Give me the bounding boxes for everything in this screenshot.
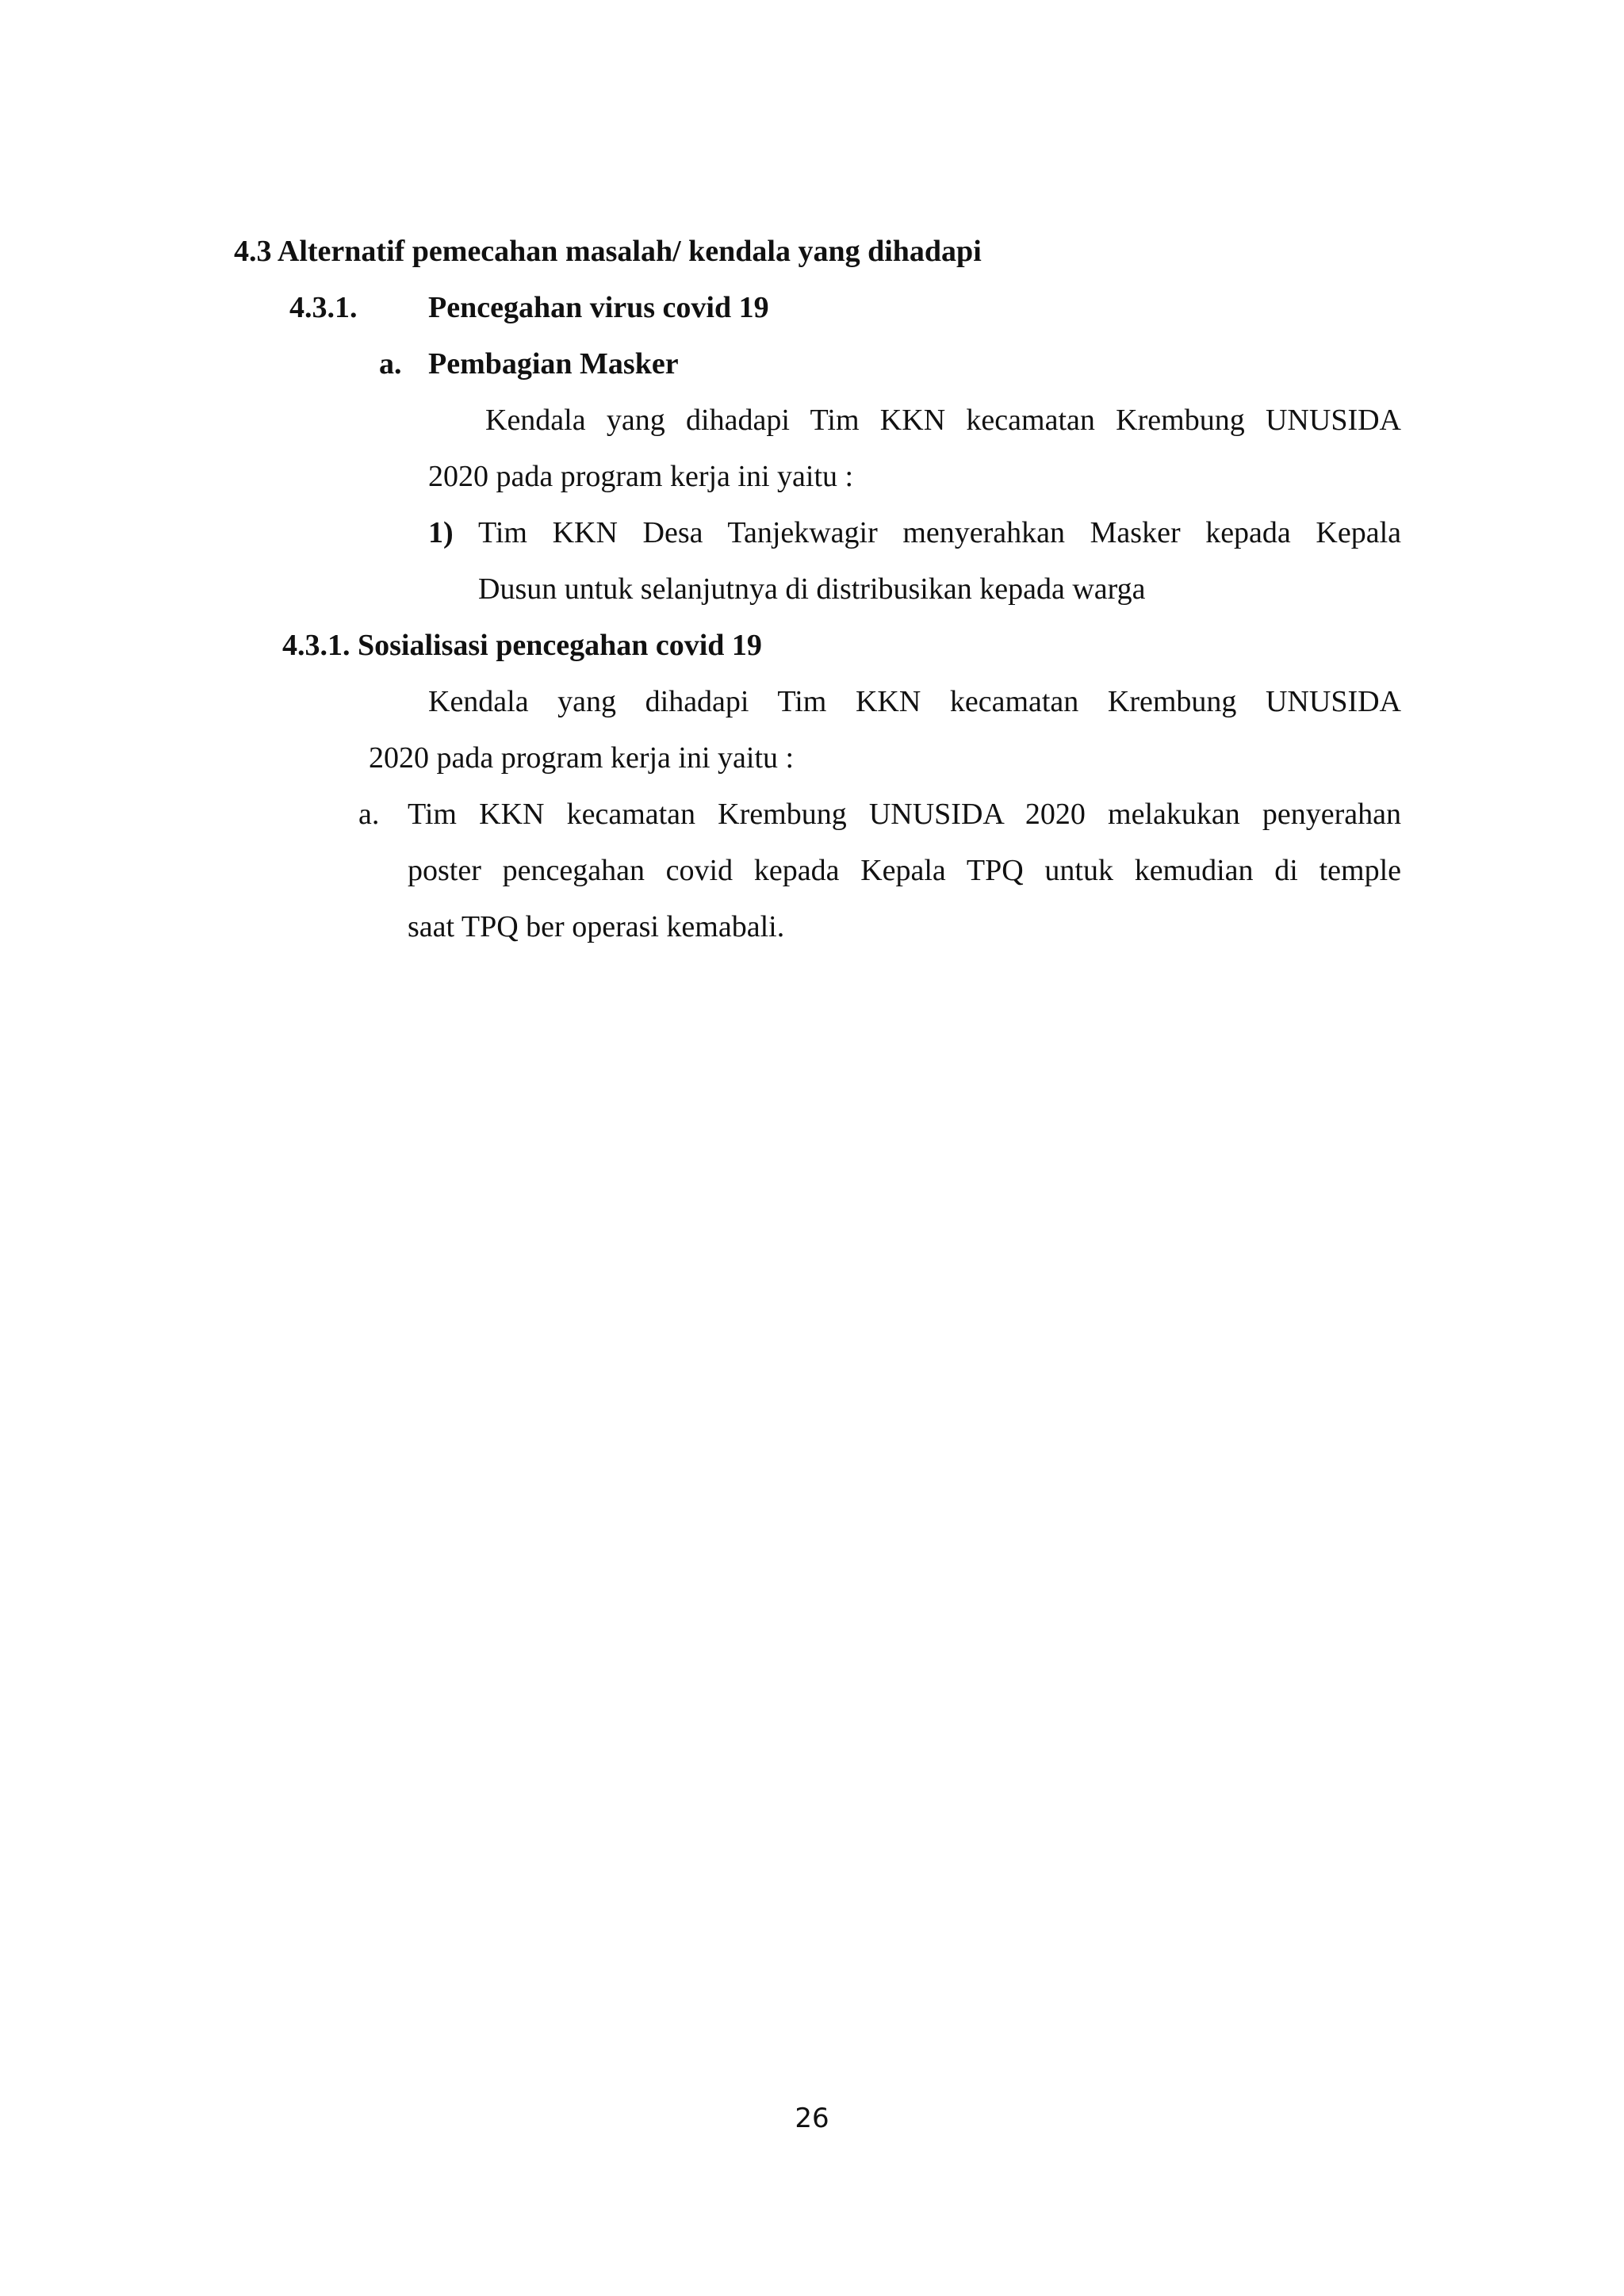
point-text-line: Tim KKN kecamatan Krembung UNUSIDA 2020 melakukan penyerahan [408,798,1401,831]
subsection-heading: 4.3.1. Sosialisasi pencegahan covid 19 [282,629,762,662]
section-heading: 4.3 Alternatif pemecahan masalah/ kendala yang dihadapi [234,235,982,268]
item-a-title: Pembagian Masker [428,347,679,381]
point-text-line: saat TPQ ber operasi kemabali. [408,910,785,943]
point-text-line: Dusun untuk selanjutnya di distribusikan kepada warga [478,572,1146,606]
page-number: 26 [795,2103,829,2134]
point-marker: 1) [428,516,454,549]
subsection-intro-line: Kendala yang dihadapi Tim KKN kecamatan Krembung UNUSIDA [428,685,1401,718]
item-a-intro-line: 2020 pada program kerja ini yaitu : [428,460,854,493]
point-text-line: poster pencegahan covid kepada Kepala TPQ untuk kemudian di temple [408,854,1401,887]
subsection-intro-line: 2020 pada program kerja ini yaitu : [369,741,795,775]
subsection-title: Pencegahan virus covid 19 [428,291,769,324]
item-a-intro-line: Kendala yang dihadapi Tim KKN kecamatan Krembung UNUSIDA [485,404,1401,437]
point-marker: a. [358,798,380,831]
point-text-line: Tim KKN Desa Tanjekwagir menyerahkan Masker kepada Kepala [478,516,1401,549]
subsection-number: 4.3.1. [289,291,358,324]
item-a-marker: a. [379,347,402,381]
